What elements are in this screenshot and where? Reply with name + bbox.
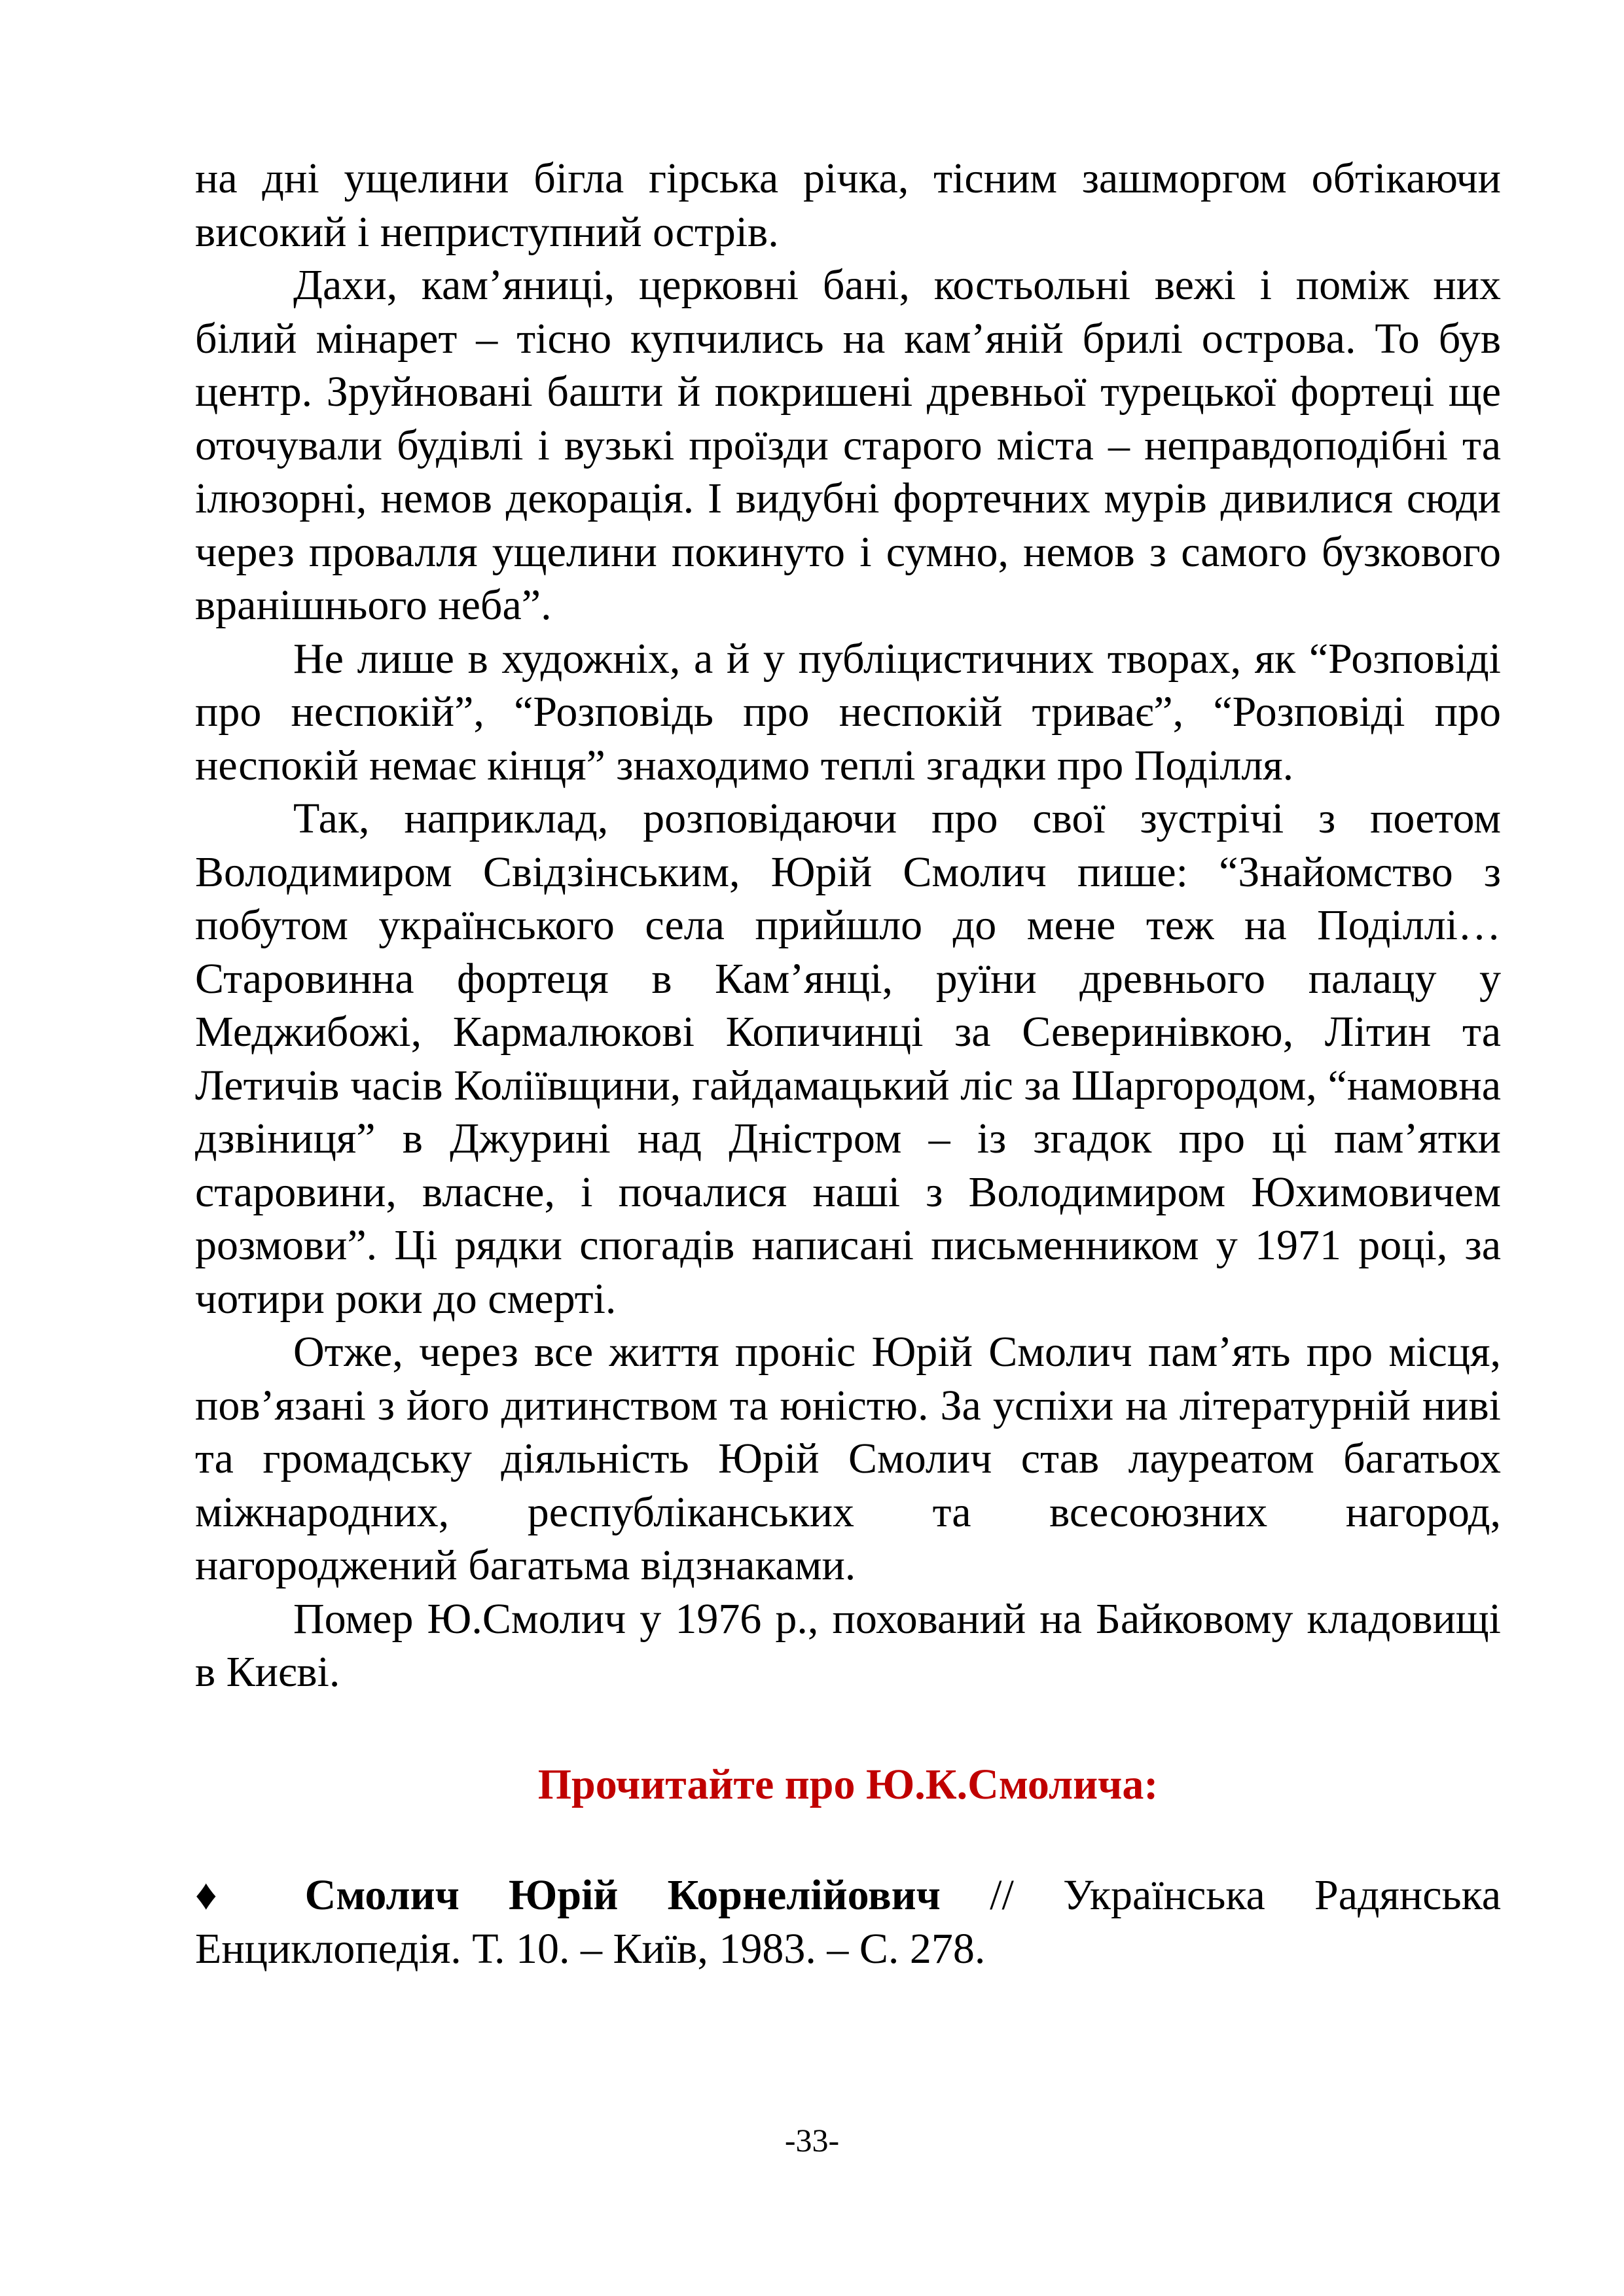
page-body xyxy=(195,152,1501,1975)
reading-heading: Прочитайте про Ю.К.Смолича: xyxy=(537,1760,1159,1808)
bibliography-entry xyxy=(195,1869,1501,1975)
paragraph-5: Отже, через все життя проніс Юрій Смолич пам’ять про місця, пов’язані з його дитинством та юністю. За успіхи на літературній ниві та громадську діяльність Юрій Смолич став лауреатом багатьох міжнародних, республіканських та всесоюзних нагород, нагороджений багатьма відзнаками. xyxy=(195,1328,1501,1589)
paragraph-6: Помер Ю.Смолич у 1976 р., похований на Байковому кладовищі в Києві. xyxy=(195,1594,1501,1696)
page-number: -33- xyxy=(784,2122,840,2159)
bullet-icon: ♦ xyxy=(195,1871,256,1919)
paragraph-4: Так, наприклад, розповідаючи про свої зустрічі з поетом Володимиром Свідзінським, Юрій Смолич пише: “Знайомство з побутом українського села прийшло до мене теж на Поділлі… Старовинна фортеця в Кам’янці, руїни древнього палацу у Меджибожі, Кармалюкові Копичинці за Северинівкою, Літин та Летичів часів Коліївщини, гайдамацький ліс за Шаргородом, “намовна дзвіниця” в Джурині над Дністром – із згадок про ці пам’ятки старовини, власне, і почалися наші з Володимиром Юхимовичем розмови”. Ці рядки спогадів написані письменником у 1971 році, за чотири роки до смерті. xyxy=(195,795,1501,1323)
paragraph-3: Не лише в художніх, а й у публіцистичних творах, як “Розповіді про неспокій”, “Розповідь про неспокій триває”, “Розповіді про неспокій немає кінця” знаходимо теплі згадки про Поділля. xyxy=(195,634,1501,789)
bibliography-author: Смолич Юрій Корнелійович xyxy=(304,1871,941,1919)
bibliography-source: // Українська Радянська Енциклопедія. Т. 10. – Київ, 1983. – С. 278. xyxy=(195,1871,1501,1973)
paragraph-1: на дні ущелини бігла гірська річка, тісним зашморгом обтікаючи високий і неприступний острів. xyxy=(195,154,1501,256)
paragraph-2: Дахи, кам’яниці, церковні бані, костьольні вежі і поміж них білий мінарет – тісно купчились на кам’яній брилі острова. То був центр. Зруйновані башти й покришені древньої турецької фортеці ще оточували будівлі і вузькі проїзди старого міста – неправдоподібні та ілюзорні, немов декорація. І видубні фортечних мурів дивилися сюди через провалля ущелини покинуто і сумно, немов з самого бузкового вранішнього неба”. xyxy=(195,261,1501,629)
